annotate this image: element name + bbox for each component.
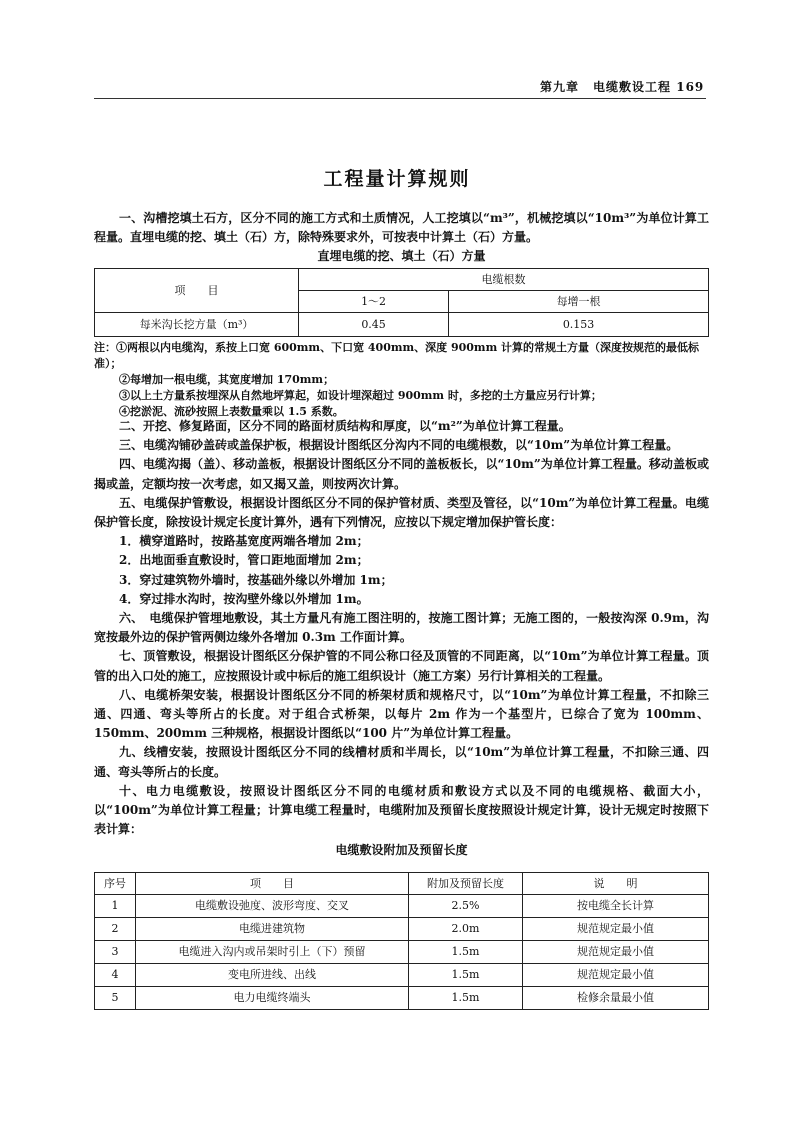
header-rule [94, 98, 706, 99]
note-item: ③以上土方量系按埋深从自然地坪算起，如设计埋深超过 900mm 时，多挖的土方量应另行计算； [119, 389, 602, 402]
table-cell: 电缆进建筑物 [136, 918, 409, 941]
table2-header: 项 目 [136, 873, 409, 895]
table-cell: 1 [95, 895, 136, 918]
note-item: 注：①两根以内电缆沟，系按上口宽 600mm、下口宽 400mm、深度 900mm 计算的常规土方量（深度按规范的最低标准）； [94, 341, 700, 370]
header-section: 电缆敷设工程 [593, 80, 672, 94]
table1-row-label: 每米沟长挖方量（m³） [95, 313, 299, 337]
table1-subheader-1: 1～2 [299, 291, 449, 313]
table-row [95, 964, 709, 987]
table-cell: 2 [95, 918, 136, 941]
section-1 [94, 209, 709, 267]
table-cell: 电缆进入沟内或吊架时引上（下）预留 [136, 941, 409, 964]
table-cell: 电力电缆终端头 [136, 987, 409, 1010]
table1-wrap [94, 268, 709, 337]
cable-allowance-table [94, 872, 709, 1010]
table-cell: 2.5% [409, 895, 523, 918]
paragraph-4: 四、电缆沟揭（盖）、移动盖板，根据设计图纸区分不同的盖板板长，以“10m”为单位计算工程量。移动盖板或揭或盖，定额均按一次考虑，如又揭又盖，则按两次计算。 [94, 457, 709, 491]
table-cell: 2.0m [409, 918, 523, 941]
paragraph-1: 一、沟槽挖填土石方，区分不同的施工方式和土质情况，人工挖填以“m³”，机械挖填以“10m³”为单位计算工程量。直埋电缆的挖、填土（石）方，除特殊要求外，可按表中计算土（石）方量。 [94, 211, 709, 245]
list-item: 3．穿过建筑物外墙时，按基础外缘以外增加 1m； [119, 572, 393, 587]
header-chapter: 第九章 [540, 80, 580, 94]
table2-caption: 电缆敷设附加及预留长度 [335, 843, 468, 858]
table-cell: 检修余量最小值 [523, 987, 709, 1010]
running-header [540, 78, 704, 95]
paragraph-9: 九、线槽安装，按照设计图纸区分不同的线槽材质和半周长，以“10m”为单位计算工程量，不扣除三通、四通、弯头等所占的长度。 [94, 745, 709, 779]
table-cell: 5 [95, 987, 136, 1010]
table2-wrap [94, 872, 709, 1010]
table-row [95, 918, 709, 941]
table1-header-group: 电缆根数 [299, 269, 709, 291]
paragraph-3: 三、电缆沟铺砂盖砖或盖保护板，根据设计图纸区分沟内不同的电缆根数，以“10m”为单位计算工程量。 [119, 438, 679, 453]
table-cell: 1.5m [409, 941, 523, 964]
table-row [95, 895, 709, 918]
paragraph-8: 八、电缆桥架安装，根据设计图纸区分不同的桥架材质和规格尺寸，以“10m”为单位计算工程量，不扣除三通、四通、弯头等所占的长度。对于组合式桥架，以每片 2m 作为一个基型片，已综合了宽为 100mm、150mm、200mm 三种规格，根据设计图纸以“100 片”为单位计算工程量。 [94, 687, 709, 741]
table1-subheader-2: 每增一根 [449, 291, 709, 313]
table-cell: 按电缆全长计算 [523, 895, 709, 918]
table-cell: 3 [95, 941, 136, 964]
page-title: 工程量计算规则 [323, 168, 471, 190]
list-item: 2．出地面垂直敷设时，管口距地面增加 2m； [119, 553, 369, 568]
table-cell: 1.5m [409, 964, 523, 987]
table-row [95, 941, 709, 964]
table-cell: 规范规定最小值 [523, 918, 709, 941]
note-item: ②每增加一根电缆，其宽度增加 170mm； [119, 373, 335, 386]
notes-block [94, 340, 709, 420]
table-cell: 电缆敷设弛度、波形弯度、交叉 [136, 895, 409, 918]
paragraph-10: 十、电力电缆敷设，按照设计图纸区分不同的电缆材质和敷设方式以及不同的电缆规格、截面大小，以“100m”为单位计算工程量；计算电缆工程量时，电缆附加及预留长度按照设计规定计算，设计无规定时按照下表计算： [94, 783, 709, 837]
note-item: ④挖淤泥、流砂按照上表数量乘以 1.5 系数。 [119, 405, 344, 418]
table1-value-1: 0.45 [299, 313, 449, 337]
table-cell: 规范规定最小值 [523, 964, 709, 987]
paragraph-6: 六、 电缆保护管埋地敷设，其土方量凡有施工图注明的，按施工图计算；无施工图的，一般按沟深 0.9m，沟宽按最外边的保护管两侧边缘外各增加 0.3m 工作面计算。 [94, 611, 709, 645]
list-item: 1．横穿道路时，按路基宽度两端各增加 2m； [119, 534, 369, 549]
earthwork-table [94, 268, 709, 337]
paragraph-7: 七、顶管敷设，根据设计图纸区分保护管的不同公称口径及顶管的不同距离，以“10m”为单位计算工程量。顶管的出入口处的施工，应按照设计或中标后的施工组织设计（施工方案）另行计算相关的工程量。 [94, 649, 709, 683]
header-page-number: 169 [676, 80, 705, 94]
table1-header-item: 项 目 [95, 269, 299, 313]
table-cell: 变电所进线、出线 [136, 964, 409, 987]
table1-caption: 直埋电缆的挖、填土（石）方量 [317, 249, 486, 264]
table-cell: 规范规定最小值 [523, 941, 709, 964]
table2-header: 附加及预留长度 [409, 873, 523, 895]
table2-header: 说 明 [523, 873, 709, 895]
table-row [95, 987, 709, 1010]
table1-value-2: 0.153 [449, 313, 709, 337]
section-2 [94, 417, 709, 861]
table-cell: 4 [95, 964, 136, 987]
list-item: 4．穿过排水沟时，按沟壁外缘以外增加 1m。 [119, 591, 369, 606]
paragraph-5: 五、电缆保护管敷设，根据设计图纸区分不同的保护管材质、类型及管径，以“10m”为单位计算工程量。电缆保护管长度，除按设计规定长度计算外，遇有下列情况，应按以下规定增加保护管长度： [94, 495, 709, 530]
table2-header: 序号 [95, 873, 136, 895]
paragraph-2: 二、开挖、修复路面，区分不同的路面材质结构和厚度，以“m²”为单位计算工程量。 [119, 419, 571, 433]
table-cell: 1.5m [409, 987, 523, 1010]
